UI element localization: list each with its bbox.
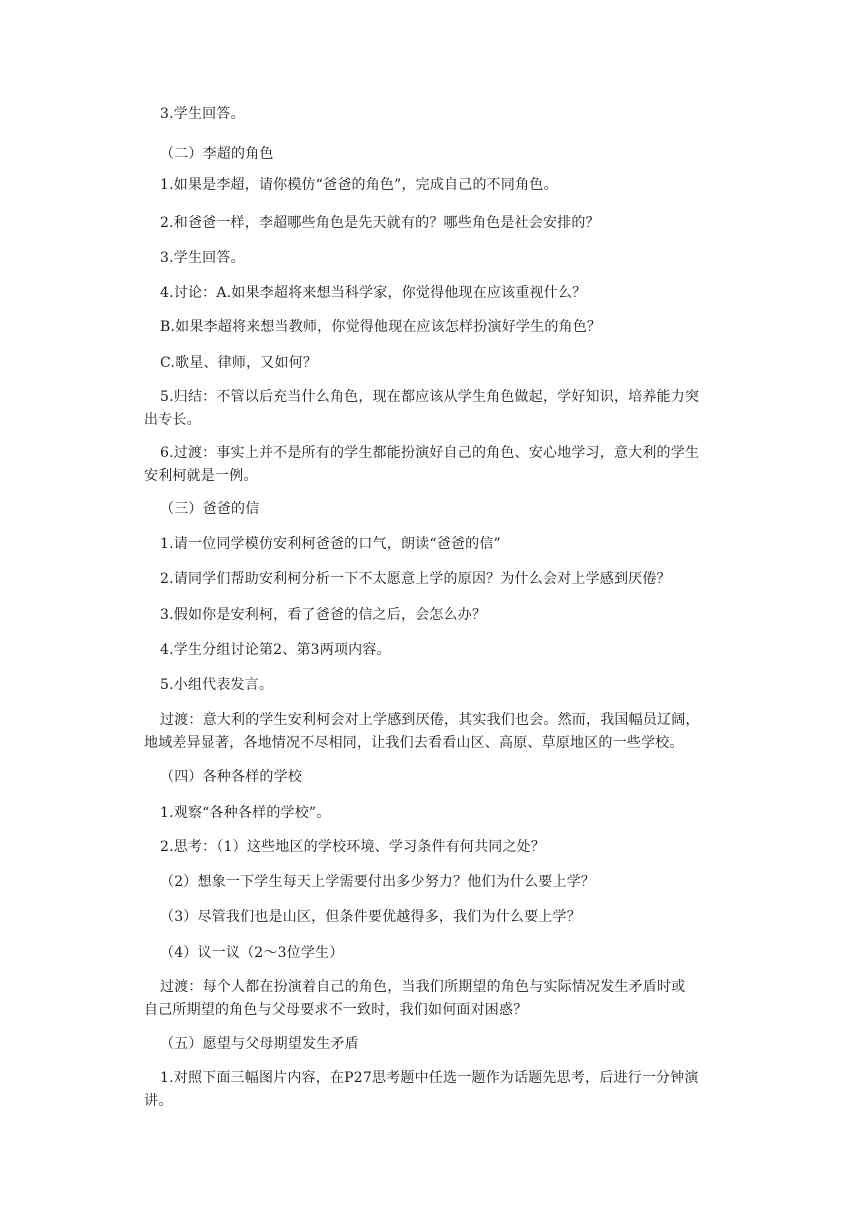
paragraph: 5.归结：不管以后充当什么角色，现在都应该从学生角色做起，学好知识，培养能力突 <box>160 389 700 405</box>
section-heading: （五）愿望与父母期望发生矛盾 <box>160 1036 359 1052</box>
section-heading: （三）爸爸的信 <box>160 501 260 517</box>
paragraph: 3.假如你是安利柯，看了爸爸的信之后，会怎么办？ <box>160 607 487 623</box>
paragraph: 5.小组代表发言。 <box>160 677 274 693</box>
paragraph: 3.学生回答。 <box>160 106 245 122</box>
paragraph: 2.请同学们帮助安利柯分析一下不太愿意上学的原因？为什么会对上学感到厌倦？ <box>160 571 671 587</box>
paragraph-continuation: 地域差异显著，各地情况不尽相同，让我们去看看山区、高原、草原地区的一些学校。 <box>144 735 684 751</box>
section-heading: （四）各种各样的学校 <box>160 769 302 785</box>
paragraph: 6.过渡：事实上并不是所有的学生都能扮演好自己的角色、安心地学习，意大利的学生 <box>160 445 700 461</box>
paragraph: 2.和爸爸一样，李超哪些角色是先天就有的？哪些角色是社会安排的？ <box>160 215 600 231</box>
paragraph: （2）想象一下学生每天上学需要付出多少努力？他们为什么要上学？ <box>160 874 596 890</box>
paragraph-continuation: 自己所期望的角色与父母要求不一致时，我们如何面对困惑？ <box>144 1002 528 1018</box>
paragraph: 过渡：意大利的学生安利柯会对上学感到厌倦，其实我们也会。然而，我国幅员辽阔， <box>160 712 700 728</box>
paragraph: 1.观察“各种各样的学校”。 <box>160 805 331 821</box>
paragraph-continuation: 安利柯就是一例。 <box>144 468 258 484</box>
paragraph: 1.请一位同学模仿安利柯爸爸的口气，朗读“爸爸的信” <box>160 536 501 552</box>
paragraph-continuation: 出专长。 <box>144 412 201 428</box>
paragraph-continuation: 讲。 <box>144 1093 173 1109</box>
paragraph: 3.学生回答。 <box>160 250 245 266</box>
paragraph: 过渡：每个人都在扮演着自己的角色，当我们所期望的角色与实际情况发生矛盾时或 <box>160 979 686 995</box>
paragraph: 4.讨论：A.如果李超将来想当科学家，你觉得他现在应该重视什么？ <box>160 285 587 301</box>
section-heading: （二）李超的角色 <box>160 146 274 162</box>
paragraph: 1.对照下面三幅图片内容，在P27思考题中任选一题作为话题先思考，后进行一分钟演 <box>160 1070 699 1086</box>
paragraph: （3）尽管我们也是山区，但条件要优越得多，我们为什么要上学？ <box>160 909 581 925</box>
paragraph: B.如果李超将来想当教师，你觉得他现在应该怎样扮演好学生的角色？ <box>160 319 602 335</box>
paragraph: C.歌星、律师，又如何？ <box>160 355 318 371</box>
paragraph: （4）议一议（2～3位学生） <box>160 945 344 961</box>
paragraph: 4.学生分组讨论第2、第3两项内容。 <box>160 642 391 658</box>
paragraph: 2.思考：（1）这些地区的学校环境、学习条件有何共同之处？ <box>160 839 546 855</box>
paragraph: 1.如果是李超，请你模仿“爸爸的角色”，完成自己的不同角色。 <box>160 177 558 193</box>
